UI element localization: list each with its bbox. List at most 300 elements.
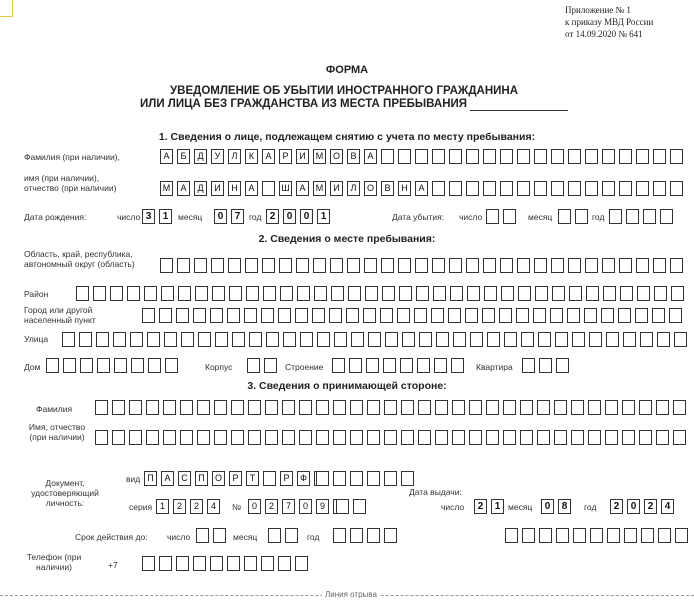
char-box[interactable]: [215, 332, 228, 347]
char-box[interactable]: [641, 528, 654, 543]
char-box[interactable]: [227, 308, 240, 323]
char-box[interactable]: [262, 258, 275, 273]
char-box[interactable]: [670, 181, 683, 196]
char-box[interactable]: 0: [299, 499, 312, 514]
char-box[interactable]: [585, 258, 598, 273]
s3-number-extra-boxes[interactable]: [336, 499, 370, 514]
s2-house-boxes[interactable]: [46, 358, 182, 373]
char-box[interactable]: [367, 528, 380, 543]
char-box[interactable]: [317, 332, 330, 347]
char-box[interactable]: [95, 430, 108, 445]
char-box[interactable]: [346, 308, 359, 323]
char-box[interactable]: [299, 400, 312, 415]
char-box[interactable]: [483, 149, 496, 164]
char-box[interactable]: 2: [266, 209, 279, 224]
char-box[interactable]: [333, 400, 346, 415]
char-box[interactable]: [607, 528, 620, 543]
char-box[interactable]: [483, 181, 496, 196]
char-box[interactable]: [329, 308, 342, 323]
char-box[interactable]: [384, 430, 397, 445]
char-box[interactable]: [673, 400, 686, 415]
char-box[interactable]: [385, 332, 398, 347]
s1-dob-day-boxes[interactable]: [142, 209, 176, 224]
char-box[interactable]: [364, 258, 377, 273]
char-box[interactable]: [401, 471, 414, 486]
char-box[interactable]: [436, 332, 449, 347]
s1-dep-month-boxes[interactable]: [558, 209, 592, 224]
char-box[interactable]: Д: [194, 181, 207, 196]
char-box[interactable]: [228, 258, 241, 273]
char-box[interactable]: [572, 332, 585, 347]
char-box[interactable]: М: [313, 181, 326, 196]
char-box[interactable]: [365, 286, 378, 301]
char-box[interactable]: А: [262, 149, 275, 164]
char-box[interactable]: [112, 430, 125, 445]
char-box[interactable]: [588, 400, 601, 415]
char-box[interactable]: [146, 400, 159, 415]
char-box[interactable]: [635, 308, 648, 323]
char-box[interactable]: [244, 556, 257, 571]
char-box[interactable]: [521, 332, 534, 347]
char-box[interactable]: [568, 149, 581, 164]
char-box[interactable]: [148, 358, 161, 373]
s3-val-month-boxes[interactable]: [268, 528, 302, 543]
char-box[interactable]: [517, 181, 530, 196]
char-box[interactable]: [518, 286, 531, 301]
char-box[interactable]: [618, 308, 631, 323]
char-box[interactable]: [399, 286, 412, 301]
char-box[interactable]: [653, 149, 666, 164]
s2-apartment-boxes[interactable]: [522, 358, 573, 373]
char-box[interactable]: [418, 400, 431, 415]
char-box[interactable]: [214, 430, 227, 445]
s3-extra-boxes[interactable]: [505, 528, 692, 543]
char-box[interactable]: [110, 286, 123, 301]
char-box[interactable]: [402, 332, 415, 347]
char-box[interactable]: [452, 400, 465, 415]
char-box[interactable]: [279, 258, 292, 273]
char-box[interactable]: [624, 528, 637, 543]
char-box[interactable]: [654, 286, 667, 301]
char-box[interactable]: [165, 358, 178, 373]
char-box[interactable]: [503, 430, 516, 445]
char-box[interactable]: [487, 332, 500, 347]
char-box[interactable]: [619, 258, 632, 273]
char-box[interactable]: [381, 258, 394, 273]
char-box[interactable]: [537, 430, 550, 445]
char-box[interactable]: [639, 400, 652, 415]
char-box[interactable]: 2: [173, 499, 186, 514]
char-box[interactable]: [285, 528, 298, 543]
char-box[interactable]: [367, 430, 380, 445]
s1-dep-year-boxes[interactable]: [609, 209, 677, 224]
char-box[interactable]: [248, 400, 261, 415]
char-box[interactable]: [401, 400, 414, 415]
char-box[interactable]: [449, 258, 462, 273]
char-box[interactable]: [213, 528, 226, 543]
char-box[interactable]: [261, 556, 274, 571]
char-box[interactable]: [486, 400, 499, 415]
char-box[interactable]: А: [160, 149, 173, 164]
char-box[interactable]: М: [313, 149, 326, 164]
char-box[interactable]: [142, 556, 155, 571]
char-box[interactable]: [249, 332, 262, 347]
s3-name-boxes[interactable]: [95, 430, 690, 445]
char-box[interactable]: [551, 149, 564, 164]
char-box[interactable]: 2: [190, 499, 203, 514]
char-box[interactable]: [159, 556, 172, 571]
char-box[interactable]: Л: [347, 181, 360, 196]
char-box[interactable]: [176, 308, 189, 323]
char-box[interactable]: [499, 308, 512, 323]
char-box[interactable]: [619, 149, 632, 164]
char-box[interactable]: [434, 358, 447, 373]
char-box[interactable]: [620, 286, 633, 301]
s2-building-boxes[interactable]: [332, 358, 468, 373]
char-box[interactable]: [603, 286, 616, 301]
char-box[interactable]: [232, 332, 245, 347]
char-box[interactable]: [568, 258, 581, 273]
s3-surname-boxes[interactable]: [95, 400, 690, 415]
char-box[interactable]: [112, 400, 125, 415]
char-box[interactable]: [144, 286, 157, 301]
char-box[interactable]: [670, 149, 683, 164]
char-box[interactable]: [80, 358, 93, 373]
char-box[interactable]: [602, 149, 615, 164]
char-box[interactable]: [268, 528, 281, 543]
s2-street-boxes[interactable]: [62, 332, 691, 347]
char-box[interactable]: [534, 181, 547, 196]
char-box[interactable]: [314, 286, 327, 301]
char-box[interactable]: [658, 528, 671, 543]
char-box[interactable]: П: [195, 471, 208, 486]
char-box[interactable]: [127, 286, 140, 301]
char-box[interactable]: [401, 430, 414, 445]
char-box[interactable]: [671, 286, 684, 301]
char-box[interactable]: [555, 332, 568, 347]
char-box[interactable]: [653, 181, 666, 196]
char-box[interactable]: [163, 400, 176, 415]
s1-dob-year-boxes[interactable]: [266, 209, 334, 224]
char-box[interactable]: [432, 181, 445, 196]
char-box[interactable]: [589, 332, 602, 347]
char-box[interactable]: [414, 308, 427, 323]
char-box[interactable]: [500, 181, 513, 196]
char-box[interactable]: [348, 286, 361, 301]
char-box[interactable]: [639, 430, 652, 445]
char-box[interactable]: [467, 286, 480, 301]
char-box[interactable]: [316, 400, 329, 415]
char-box[interactable]: [567, 308, 580, 323]
char-box[interactable]: [552, 286, 565, 301]
char-box[interactable]: [312, 308, 325, 323]
s1-dep-day-boxes[interactable]: [486, 209, 520, 224]
s3-val-day-boxes[interactable]: [196, 528, 230, 543]
char-box[interactable]: [193, 556, 206, 571]
char-box[interactable]: [503, 400, 516, 415]
char-box[interactable]: 0: [283, 209, 296, 224]
char-box[interactable]: А: [245, 181, 258, 196]
char-box[interactable]: А: [296, 181, 309, 196]
char-box[interactable]: [551, 181, 564, 196]
char-box[interactable]: [368, 332, 381, 347]
char-box[interactable]: [453, 332, 466, 347]
char-box[interactable]: [585, 149, 598, 164]
char-box[interactable]: Ф: [297, 471, 310, 486]
char-box[interactable]: [623, 332, 636, 347]
char-box[interactable]: [609, 209, 622, 224]
char-box[interactable]: [163, 430, 176, 445]
char-box[interactable]: 4: [661, 499, 674, 514]
char-box[interactable]: [353, 499, 366, 514]
char-box[interactable]: [196, 528, 209, 543]
char-box[interactable]: [147, 332, 160, 347]
char-box[interactable]: [626, 209, 639, 224]
char-box[interactable]: [244, 308, 257, 323]
char-box[interactable]: [129, 430, 142, 445]
char-box[interactable]: [584, 308, 597, 323]
char-box[interactable]: [673, 430, 686, 445]
char-box[interactable]: [652, 308, 665, 323]
char-box[interactable]: [550, 308, 563, 323]
char-box[interactable]: [602, 181, 615, 196]
char-box[interactable]: [484, 286, 497, 301]
char-box[interactable]: [466, 181, 479, 196]
char-box[interactable]: [535, 286, 548, 301]
char-box[interactable]: [76, 286, 89, 301]
char-box[interactable]: Д: [194, 149, 207, 164]
char-box[interactable]: [350, 528, 363, 543]
char-box[interactable]: [448, 308, 461, 323]
char-box[interactable]: О: [330, 149, 343, 164]
char-box[interactable]: [415, 149, 428, 164]
char-box[interactable]: [384, 400, 397, 415]
char-box[interactable]: [131, 358, 144, 373]
char-box[interactable]: [316, 471, 329, 486]
char-box[interactable]: 4: [207, 499, 220, 514]
char-box[interactable]: [146, 430, 159, 445]
char-box[interactable]: [193, 308, 206, 323]
char-box[interactable]: [539, 528, 552, 543]
char-box[interactable]: [431, 308, 444, 323]
char-box[interactable]: [278, 308, 291, 323]
char-box[interactable]: [486, 430, 499, 445]
char-box[interactable]: [211, 258, 224, 273]
char-box[interactable]: [313, 258, 326, 273]
char-box[interactable]: [231, 400, 244, 415]
char-box[interactable]: [533, 308, 546, 323]
char-box[interactable]: [601, 308, 614, 323]
char-box[interactable]: Н: [228, 181, 241, 196]
char-box[interactable]: [590, 528, 603, 543]
char-box[interactable]: [449, 149, 462, 164]
char-box[interactable]: [418, 430, 431, 445]
char-box[interactable]: [534, 258, 547, 273]
char-box[interactable]: Л: [228, 149, 241, 164]
char-box[interactable]: [283, 332, 296, 347]
char-box[interactable]: [295, 308, 308, 323]
char-box[interactable]: [227, 556, 240, 571]
char-box[interactable]: [400, 358, 413, 373]
char-box[interactable]: [384, 471, 397, 486]
char-box[interactable]: 1: [491, 499, 504, 514]
char-box[interactable]: [670, 258, 683, 273]
char-box[interactable]: [114, 358, 127, 373]
s3-issue-day-boxes[interactable]: [474, 499, 508, 514]
char-box[interactable]: [384, 528, 397, 543]
s1-surname-boxes[interactable]: [160, 149, 687, 164]
char-box[interactable]: [432, 258, 445, 273]
char-box[interactable]: К: [245, 149, 258, 164]
char-box[interactable]: [349, 358, 362, 373]
char-box[interactable]: [380, 308, 393, 323]
char-box[interactable]: [263, 286, 276, 301]
char-box[interactable]: [366, 358, 379, 373]
char-box[interactable]: [605, 430, 618, 445]
char-box[interactable]: П: [144, 471, 157, 486]
char-box[interactable]: [520, 400, 533, 415]
char-box[interactable]: [262, 181, 275, 196]
char-box[interactable]: [367, 400, 380, 415]
char-box[interactable]: [198, 332, 211, 347]
char-box[interactable]: [351, 332, 364, 347]
char-box[interactable]: [503, 209, 516, 224]
char-box[interactable]: 8: [558, 499, 571, 514]
char-box[interactable]: [363, 308, 376, 323]
char-box[interactable]: [449, 181, 462, 196]
char-box[interactable]: 9: [316, 499, 329, 514]
char-box[interactable]: [505, 528, 518, 543]
char-box[interactable]: [575, 209, 588, 224]
char-box[interactable]: [556, 358, 569, 373]
char-box[interactable]: 0: [627, 499, 640, 514]
char-box[interactable]: [482, 308, 495, 323]
char-box[interactable]: [619, 181, 632, 196]
char-box[interactable]: [263, 471, 276, 486]
s2-region-boxes[interactable]: [160, 258, 687, 273]
char-box[interactable]: [160, 258, 173, 273]
char-box[interactable]: 2: [265, 499, 278, 514]
char-box[interactable]: [264, 358, 277, 373]
char-box[interactable]: [350, 471, 363, 486]
char-box[interactable]: 2: [644, 499, 657, 514]
char-box[interactable]: В: [347, 149, 360, 164]
char-box[interactable]: [522, 358, 535, 373]
char-box[interactable]: 2: [474, 499, 487, 514]
char-box[interactable]: [522, 528, 535, 543]
char-box[interactable]: [397, 308, 410, 323]
char-box[interactable]: [573, 528, 586, 543]
s3-phone-boxes[interactable]: [142, 556, 312, 571]
char-box[interactable]: [435, 430, 448, 445]
char-box[interactable]: [63, 358, 76, 373]
char-box[interactable]: [433, 286, 446, 301]
s3-val-year-boxes[interactable]: [333, 528, 401, 543]
char-box[interactable]: [113, 332, 126, 347]
char-box[interactable]: [469, 400, 482, 415]
char-box[interactable]: 7: [231, 209, 244, 224]
char-box[interactable]: [571, 430, 584, 445]
char-box[interactable]: [97, 358, 110, 373]
char-box[interactable]: [622, 400, 635, 415]
char-box[interactable]: [265, 400, 278, 415]
char-box[interactable]: А: [161, 471, 174, 486]
char-box[interactable]: [568, 181, 581, 196]
char-box[interactable]: [46, 358, 59, 373]
char-box[interactable]: [176, 556, 189, 571]
char-box[interactable]: [177, 258, 190, 273]
char-box[interactable]: [504, 332, 517, 347]
char-box[interactable]: [554, 430, 567, 445]
char-box[interactable]: [383, 358, 396, 373]
char-box[interactable]: [602, 258, 615, 273]
char-box[interactable]: [674, 332, 687, 347]
s3-series-boxes[interactable]: [156, 499, 224, 514]
char-box[interactable]: [332, 358, 345, 373]
char-box[interactable]: [500, 149, 513, 164]
char-box[interactable]: [643, 209, 656, 224]
char-box[interactable]: Б: [177, 149, 190, 164]
char-box[interactable]: [214, 400, 227, 415]
char-box[interactable]: [159, 308, 172, 323]
char-box[interactable]: [280, 286, 293, 301]
char-box[interactable]: И: [296, 149, 309, 164]
char-box[interactable]: [605, 400, 618, 415]
char-box[interactable]: [556, 528, 569, 543]
char-box[interactable]: [161, 286, 174, 301]
char-box[interactable]: [316, 430, 329, 445]
char-box[interactable]: [585, 181, 598, 196]
char-box[interactable]: [465, 308, 478, 323]
char-box[interactable]: [197, 430, 210, 445]
char-box[interactable]: [333, 430, 346, 445]
char-box[interactable]: [432, 149, 445, 164]
char-box[interactable]: [517, 258, 530, 273]
char-box[interactable]: [452, 430, 465, 445]
char-box[interactable]: А: [415, 181, 428, 196]
char-box[interactable]: [350, 400, 363, 415]
char-box[interactable]: [247, 358, 260, 373]
char-box[interactable]: [517, 149, 530, 164]
char-box[interactable]: У: [211, 149, 224, 164]
char-box[interactable]: [246, 286, 259, 301]
char-box[interactable]: [653, 258, 666, 273]
char-box[interactable]: 1: [159, 209, 172, 224]
char-box[interactable]: О: [364, 181, 377, 196]
char-box[interactable]: [95, 400, 108, 415]
char-box[interactable]: [210, 308, 223, 323]
char-box[interactable]: [551, 258, 564, 273]
char-box[interactable]: 0: [541, 499, 554, 514]
char-box[interactable]: Р: [280, 471, 293, 486]
s3-number-boxes[interactable]: [248, 499, 350, 514]
char-box[interactable]: А: [177, 181, 190, 196]
char-box[interactable]: [398, 258, 411, 273]
char-box[interactable]: [450, 286, 463, 301]
char-box[interactable]: [636, 149, 649, 164]
char-box[interactable]: С: [178, 471, 191, 486]
char-box[interactable]: [245, 258, 258, 273]
char-box[interactable]: [415, 258, 428, 273]
char-box[interactable]: [278, 556, 291, 571]
char-box[interactable]: [299, 430, 312, 445]
char-box[interactable]: [417, 358, 430, 373]
char-box[interactable]: [640, 332, 653, 347]
char-box[interactable]: О: [212, 471, 225, 486]
char-box[interactable]: [333, 471, 346, 486]
char-box[interactable]: 0: [248, 499, 261, 514]
char-box[interactable]: [367, 471, 380, 486]
